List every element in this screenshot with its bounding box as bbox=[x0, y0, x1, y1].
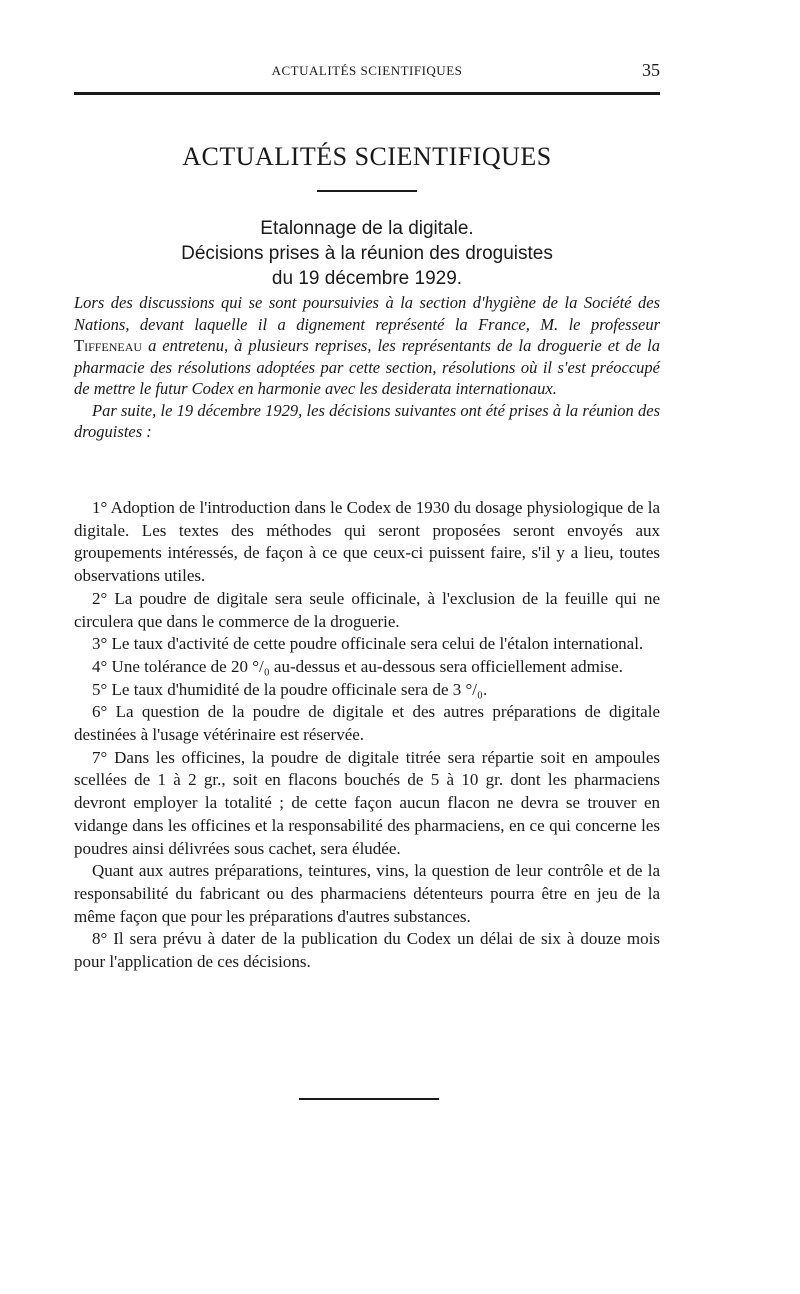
article-heading-line: Décisions prises à la réunion des droguistes bbox=[181, 243, 553, 264]
intro-paragraph: Par suite, le 19 décembre 1929, les décisions suivantes ont été prises à la réunion des droguistes : bbox=[74, 400, 660, 441]
article-heading-line: du 19 décembre 1929. bbox=[271, 268, 463, 289]
person-name: Tiffeneau bbox=[74, 336, 143, 355]
decision-paragraph: 6° La question de la poudre de digitale et des autres préparations de digitale destinées à l'usage vétérinaire est réservée. bbox=[74, 702, 660, 745]
running-title: ACTUALITÉS SCIENTIFIQUES bbox=[271, 63, 463, 78]
article-intro bbox=[74, 292, 660, 443]
intro-text: a entretenu, à plusieurs reprises, les représentants de la droguerie et de la pharmacie des résolutions adoptées par cette section, résolutions où il s'est préoccupé de mettre le futur Codex en harmonie avec les desiderata internationaux. bbox=[74, 336, 660, 398]
decision-paragraph: 1° Adoption de l'introduction dans le Codex de 1930 du dosage physiologique de la digitale. Les textes des méthodes qui seront proposées seront envoyés aux groupements intéressés, de façon à ce que ceux-ci puissent faire, s'il y a lieu, toutes observations utiles. bbox=[74, 498, 660, 586]
title-divider bbox=[317, 190, 417, 192]
running-header bbox=[74, 60, 660, 82]
decision-paragraph: 7° Dans les officines, la poudre de digitale titrée sera répartie soit en ampoules scellées de 1 à 2 gr., soit en flacons bouchés de 5 à 10 gr. dont les pharmaciens devront employer la totalité ; de cette façon aucun flacon ne devra se trouver en vidange dans les officines et la responsabilité des pharmaciens, en ce qui concerne les poudres ainsi délivrées sous cachet, sera éludée. bbox=[74, 747, 660, 858]
decision-paragraph: Quant aux autres préparations, teintures, vins, la question de leur contrôle et de la responsabilité du fabricant ou des pharmaciens détenteurs pourra être en jeu de la même façon que pour les préparations d'autres substances. bbox=[74, 861, 660, 926]
decision-paragraph: 3° Le taux d'activité de cette poudre officinale sera celui de l'étalon international. bbox=[92, 634, 644, 654]
article-heading bbox=[74, 216, 660, 291]
intro-paragraph bbox=[74, 292, 660, 400]
page-number: 35 bbox=[642, 60, 660, 80]
decisions-list bbox=[74, 497, 660, 974]
end-rule bbox=[299, 1098, 439, 1100]
intro-text: Lors des discussions qui se sont poursuivies à la section d'hygiène de la Société des Nations, devant laquelle il a dignement représenté la France, M. le professeur bbox=[74, 293, 660, 334]
decision-paragraph: 2° La poudre de digitale sera seule officinale, à l'exclusion de la feuille qui ne circulera que dans le commerce de la droguerie. bbox=[74, 588, 660, 631]
decision-paragraph: 5° Le taux d'humidité de la poudre officinale sera de 3 °/₀. bbox=[92, 679, 488, 699]
header-rule bbox=[74, 92, 660, 95]
decision-paragraph: 8° Il sera prévu à dater de la publication du Codex un délai de six à douze mois pour l'application de ces décisions. bbox=[74, 929, 660, 972]
section-title: ACTUALITÉS SCIENTIFIQUES bbox=[182, 142, 552, 171]
decision-paragraph: 4° Une tolérance de 20 °/₀ au-dessus et au-dessous sera officiellement admise. bbox=[92, 656, 623, 676]
article-heading-line: Etalonnage de la digitale. bbox=[260, 218, 474, 239]
